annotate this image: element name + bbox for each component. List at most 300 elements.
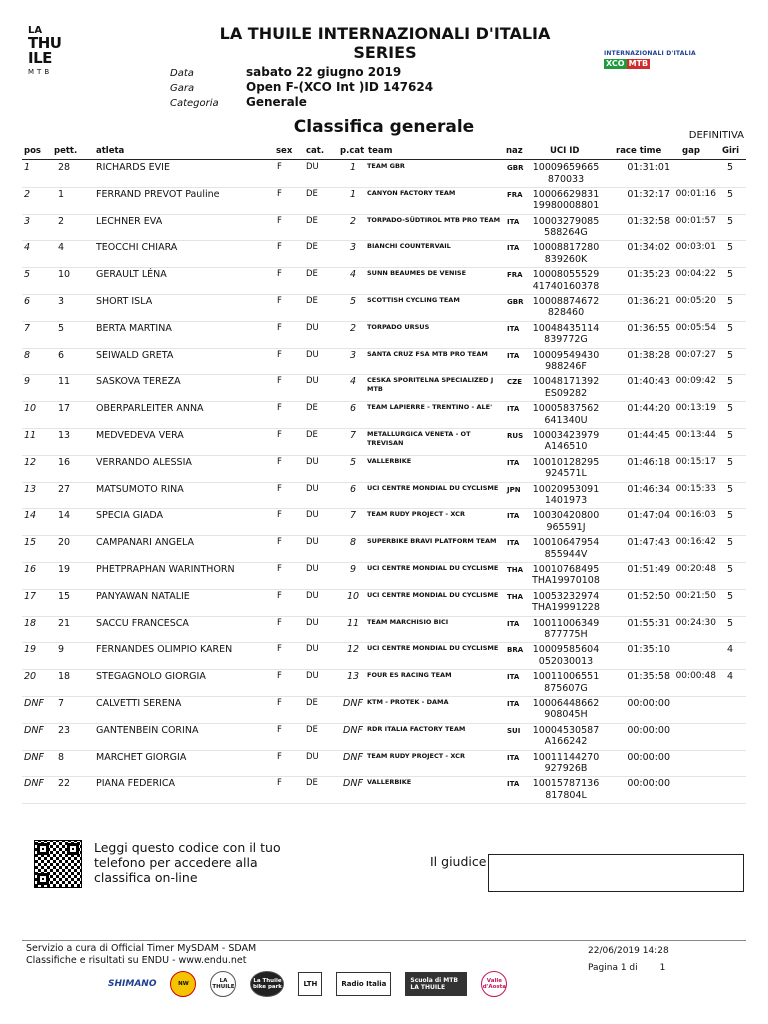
cell-pos: 3 [24, 215, 31, 227]
cell-atleta: CAMPANARI ANGELA [96, 537, 194, 549]
cell-pos: DNF [24, 751, 44, 763]
cell-uci-id: 10053232974 THA19991228 [532, 590, 600, 614]
cell-pcat: 7 [349, 510, 357, 522]
cell-atleta: PIANA FEDERICA [96, 778, 175, 790]
footer-credits [26, 943, 256, 967]
cell-uci-id: 10010128295 924571L [532, 456, 600, 480]
cell-cat: DU [306, 590, 319, 601]
cell-pcat: 8 [349, 537, 357, 549]
cell-race-time: 01:38:28 [627, 349, 670, 361]
cell-giri: 5 [726, 510, 734, 522]
page-label: Pagina 1 di [588, 963, 638, 973]
col-sex: sex [276, 146, 293, 156]
cell-naz: ITA [507, 673, 520, 682]
cell-sex: F [277, 671, 282, 682]
table-row [22, 241, 746, 268]
cell-giri: 5 [726, 322, 734, 334]
print-datetime: 22/06/2019 14:28 [588, 946, 669, 956]
cell-sex: F [277, 510, 282, 521]
table-row [22, 349, 746, 376]
col-atleta: atleta [96, 146, 125, 156]
cell-pett: 7 [58, 697, 65, 709]
cell-pcat: 3 [349, 349, 357, 361]
cell-pcat: DNF [343, 778, 363, 790]
cell-team: METALLURGICA VENETA - OT TREVISAN [367, 429, 471, 447]
meta-key: Data [170, 68, 194, 79]
shimano-logo: SHIMANO [108, 979, 157, 989]
cell-team: TEAM LAPIERRE - TRENTINO - ALE' [367, 403, 493, 412]
cell-uci-id: 10004530587 A166242 [532, 724, 600, 748]
cell-giri: 5 [726, 563, 734, 575]
cell-gap: 00:07:27 [675, 349, 716, 360]
table-row [22, 402, 746, 429]
table-row [22, 590, 746, 617]
cell-team: TEAM RUDY PROJECT - XCR [367, 751, 465, 760]
col-uci: UCI ID [550, 146, 580, 156]
cell-pett: 28 [58, 162, 71, 173]
qr-code [34, 840, 82, 888]
cell-pcat: 12 [346, 644, 360, 656]
results-table [22, 161, 746, 804]
cell-giri: 5 [726, 590, 734, 602]
judge-signature-box [488, 854, 744, 892]
cell-pett: 18 [58, 671, 71, 683]
cell-gap: 00:05:20 [675, 295, 716, 306]
cell-race-time: 00:00:00 [627, 778, 670, 790]
cell-pos: 1 [24, 162, 31, 173]
cell-gap: 00:15:17 [675, 456, 716, 467]
footer-credit-line-2: Classifiche e risultati su ENDU - www.endu.net [26, 955, 247, 966]
cell-atleta: MARCHET GIORGIA [96, 751, 187, 763]
cell-naz: FRA [507, 271, 523, 280]
cell-race-time: 01:32:17 [627, 188, 670, 200]
cell-pos: 9 [24, 376, 31, 388]
cell-team: TEAM RUDY PROJECT - XCR [367, 510, 465, 519]
cell-pett: 14 [58, 510, 71, 522]
cell-pcat: 9 [349, 563, 357, 575]
cell-race-time: 01:36:55 [627, 322, 670, 334]
cell-uci-id: 10006629831 19980008801 [532, 188, 600, 212]
qr-instructions: Leggi questo codice con il tuo telefono per accedere alla classifica on-line [94, 840, 281, 885]
cell-pos: 6 [24, 295, 31, 307]
cell-uci-id: 10009585604 052030013 [532, 644, 600, 667]
status-badge: DEFINITIVA [688, 130, 744, 141]
cell-naz: RUS [507, 431, 524, 440]
cell-uci-id: 10008055529 41740160378 [532, 269, 600, 292]
cell-atleta: RICHARDS EVIE [96, 162, 170, 173]
cell-sex: F [277, 537, 282, 548]
cell-race-time: 01:44:20 [627, 403, 670, 415]
cell-sex: F [277, 751, 282, 762]
table-row [22, 161, 746, 188]
cell-pett: 5 [58, 322, 65, 334]
cell-cat: DE [306, 215, 318, 226]
cell-pcat: 11 [346, 617, 360, 629]
cell-race-time: 01:47:04 [627, 510, 670, 522]
table-row [22, 268, 746, 295]
cell-gap: 00:13:44 [675, 429, 716, 440]
cell-pett: 22 [58, 778, 71, 790]
cell-pett: 8 [58, 751, 65, 763]
cell-sex: F [277, 617, 282, 628]
cell-naz: ITA [507, 619, 520, 628]
cell-pos: DNF [24, 724, 44, 736]
valle-daosta-logo: Valle d'Aosta [481, 971, 507, 997]
cell-naz: ITA [507, 405, 520, 414]
cell-pett: 6 [58, 349, 65, 361]
cell-pcat: 5 [349, 456, 357, 468]
cell-team: SUPERBIKE BRAVI PLATFORM TEAM [367, 537, 497, 546]
cell-race-time: 01:46:18 [627, 456, 670, 468]
cell-atleta: MEDVEDEVA VERA [96, 429, 184, 441]
logo-right-badges [604, 59, 696, 69]
cell-sex: F [277, 429, 282, 440]
cell-pos: 4 [24, 242, 31, 254]
cell-pcat: 1 [349, 162, 357, 173]
cell-naz: SUI [507, 726, 521, 735]
cell-sex: F [277, 269, 282, 280]
cell-pcat: DNF [343, 751, 363, 763]
table-row [22, 375, 746, 402]
cell-giri: 5 [726, 269, 734, 281]
cell-uci-id: 10048171392 ES09282 [532, 376, 600, 399]
cell-pos: 13 [24, 483, 37, 495]
cell-giri: 5 [726, 376, 734, 388]
cell-race-time: 01:44:45 [627, 429, 670, 441]
col-pcat: p.cat [340, 146, 365, 156]
meta-row-gara [170, 80, 433, 95]
cell-race-time: 01:35:23 [627, 269, 670, 281]
cell-cat: DU [306, 376, 319, 387]
cell-uci-id: 10010768495 THA19970108 [532, 563, 600, 587]
cell-team: UCI CENTRE MONDIAL DU CYCLISME [367, 644, 499, 653]
cell-naz: ITA [507, 699, 520, 708]
cell-atleta: SEIWALD GRETA [96, 349, 174, 361]
cell-race-time: 00:00:00 [627, 697, 670, 709]
cell-team: FOUR ES RACING TEAM [367, 671, 452, 680]
cell-atleta: LECHNER EVA [96, 215, 163, 227]
cell-uci-id: 10011006551 875607G [532, 671, 600, 694]
table-row [22, 295, 746, 322]
cell-giri: 5 [726, 429, 734, 441]
cell-pcat: DNF [343, 697, 363, 709]
cell-gap: 00:03:01 [675, 242, 716, 253]
cell-atleta: VERRANDO ALESSIA [96, 456, 192, 468]
cell-giri: 5 [726, 188, 734, 200]
cell-atleta: MATSUMOTO RINA [96, 483, 184, 495]
table-row [22, 563, 746, 590]
cell-giri: 5 [726, 456, 734, 468]
meta-key: Categoria [170, 98, 219, 109]
cell-pett: 9 [58, 644, 65, 656]
cell-team: VALLERBIKE [367, 778, 412, 787]
cell-pett: 20 [58, 537, 71, 549]
cell-naz: ITA [507, 324, 520, 333]
footer-divider [22, 940, 746, 941]
cell-pett: 10 [58, 269, 71, 281]
cell-uci-id: 10008817280 839260K [532, 242, 600, 265]
cell-uci-id: 10006448662 908045H [532, 697, 600, 721]
qr-finder-bottom-left [37, 873, 49, 885]
meta-value: Generale [246, 95, 307, 109]
xco-badge: XCO [606, 59, 625, 68]
table-row [22, 751, 746, 778]
cell-cat: DE [306, 697, 318, 708]
col-gap: gap [682, 146, 700, 156]
cell-giri: 4 [726, 644, 734, 656]
cell-cat: DE [306, 429, 318, 440]
cell-pett: 27 [58, 483, 71, 495]
qr-finder-top-right [67, 843, 79, 855]
cell-atleta: SACCU FRANCESCA [96, 617, 189, 629]
logo-right-title: INTERNAZIONALI D'ITALIA [604, 50, 696, 57]
cell-naz: THA [507, 565, 524, 574]
judge-label: Il giudice [430, 854, 487, 869]
cell-atleta: BERTA MARTINA [96, 322, 172, 334]
cell-pett: 19 [58, 563, 71, 575]
cell-naz: BRA [507, 646, 524, 655]
cell-atleta: TEOCCHI CHIARA [96, 242, 178, 254]
cell-pett: 13 [58, 429, 71, 441]
cell-cat: DU [306, 322, 319, 333]
cell-pcat: 5 [349, 295, 357, 307]
cell-team: UCI CENTRE MONDIAL DU CYCLISME [367, 590, 499, 599]
cell-pos: 10 [24, 403, 37, 415]
cell-cat: DE [306, 403, 318, 414]
cell-gap: 00:24:30 [675, 617, 716, 628]
table-row [22, 670, 746, 697]
cell-atleta: PANYAWAN NATALIE [96, 590, 190, 602]
cell-pcat: 4 [349, 269, 357, 281]
logo-line-1: LA [28, 25, 43, 36]
cell-giri: 5 [726, 162, 734, 173]
cell-uci-id: 10030420800 965591J [532, 510, 600, 533]
cell-race-time: 01:55:31 [627, 617, 670, 629]
cell-team: RDR ITALIA FACTORY TEAM [367, 724, 466, 733]
radio-italia-logo: Radio Italia [336, 972, 391, 996]
cell-race-time: 01:35:58 [627, 671, 670, 683]
cell-naz: THA [507, 592, 524, 601]
title-line-2: SERIES [353, 43, 417, 62]
cell-race-time: 00:00:00 [627, 724, 670, 736]
cell-sex: F [277, 295, 282, 306]
cell-cat: DE [306, 724, 318, 735]
table-row [22, 215, 746, 242]
cell-race-time: 01:36:21 [627, 295, 670, 307]
cell-pos: 19 [24, 644, 37, 656]
col-time: race time [616, 146, 662, 156]
la-thuile-bike-park-logo: La Thuile bike park [250, 971, 284, 997]
internazionali-italia-logo [604, 50, 696, 69]
table-row [22, 724, 746, 751]
sponsor-logos [108, 968, 608, 1000]
cell-gap: 00:00:48 [675, 671, 716, 682]
cell-cat: DU [306, 162, 319, 172]
cell-naz: ITA [507, 753, 520, 762]
cell-cat: DE [306, 188, 318, 199]
cell-sex: F [277, 483, 282, 494]
cell-atleta: FERNANDES OLIMPIO KAREN [96, 644, 233, 656]
cell-atleta: CALVETTI SERENA [96, 697, 182, 709]
cell-uci-id: 10011144270 927926B [532, 751, 600, 775]
cell-atleta: GANTENBEIN CORINA [96, 724, 199, 736]
cell-sex: F [277, 242, 282, 253]
cell-race-time: 01:32:58 [627, 215, 670, 227]
cell-giri: 5 [726, 483, 734, 495]
cell-race-time: 01:34:02 [627, 242, 670, 254]
cell-giri: 5 [726, 242, 734, 254]
cell-sex: F [277, 456, 282, 467]
cell-cat: DE [306, 269, 318, 280]
cell-pett: 23 [58, 724, 71, 736]
cell-sex: F [277, 322, 282, 333]
cell-team: SCOTTISH CYCLING TEAM [367, 295, 460, 304]
la-thuile-crest-logo: LA THUILE [210, 971, 236, 997]
cell-cat: DU [306, 644, 319, 655]
cell-uci-id: 10048435114 839772G [532, 322, 600, 346]
ranking-title: Classifica generale [293, 117, 475, 137]
table-row [22, 429, 746, 456]
cell-gap: 00:21:50 [675, 590, 716, 601]
cell-giri: 5 [726, 537, 734, 549]
title-line-1: LA THUILE INTERNAZIONALI D'ITALIA [219, 24, 551, 43]
cell-atleta: STEGAGNOLO GIORGIA [96, 671, 206, 683]
cell-pos: 12 [24, 456, 37, 468]
cell-team: KTM - PROTEK - DAMA [367, 697, 449, 706]
cell-pcat: 1 [349, 188, 357, 200]
cell-pett: 17 [58, 403, 71, 415]
cell-atleta: SPECIA GIADA [96, 510, 164, 522]
cell-naz: ITA [507, 458, 520, 467]
cell-team: CESKA SPORITELNA SPECIALIZED J MTB [367, 376, 494, 394]
cell-pcat: 6 [349, 483, 357, 495]
table-header [22, 146, 746, 160]
cell-sex: F [277, 697, 282, 708]
table-row [22, 483, 746, 510]
cell-uci-id: 10010647954 855944V [532, 537, 600, 560]
cell-pos: 2 [24, 188, 31, 200]
cell-atleta: GERAULT LÉNA [96, 269, 167, 281]
cell-pcat: 2 [349, 215, 357, 227]
cell-pos: 18 [24, 617, 37, 629]
cell-pett: 21 [58, 617, 71, 629]
cell-naz: CZE [507, 378, 522, 387]
cell-sex: F [277, 376, 282, 387]
table-row [22, 456, 746, 483]
cell-pett: 4 [58, 242, 65, 254]
cell-cat: DU [306, 510, 319, 521]
table-row [22, 536, 746, 563]
cell-cat: DU [306, 456, 319, 467]
cell-pcat: 4 [349, 376, 357, 388]
logo-line-4: MTB [28, 68, 53, 76]
meta-row-categoria [170, 95, 433, 110]
cell-sex: F [277, 778, 282, 789]
cell-gap: 00:01:16 [675, 188, 716, 199]
cell-naz: GBR [507, 297, 524, 306]
cell-race-time: 00:00:00 [627, 751, 670, 763]
cell-pos: 17 [24, 590, 37, 602]
cell-naz: JPN [507, 485, 521, 494]
cell-gap: 00:05:54 [675, 322, 716, 333]
cell-gap: 00:04:22 [675, 269, 716, 280]
cell-pett: 16 [58, 456, 71, 468]
cell-giri: 5 [726, 403, 734, 415]
cell-cat: DU [306, 483, 319, 494]
cell-uci-id: 10003423979 A146510 [532, 429, 600, 453]
cell-uci-id: 10008874672 828460 [532, 295, 600, 319]
cell-naz: ITA [507, 217, 520, 226]
cell-uci-id: 10009659665 870033 [532, 162, 600, 185]
cell-pett: 1 [58, 188, 65, 200]
page-total: 1 [659, 963, 666, 973]
table-row [22, 322, 746, 349]
cell-team: TEAM GBR [367, 162, 405, 170]
footer-credit-line-1: Servizio a cura di Official Timer MySDAM - SDAM [26, 943, 257, 954]
cell-sex: F [277, 349, 282, 360]
cell-pos: 16 [24, 563, 37, 575]
col-giri: Giri [722, 146, 739, 156]
col-cat: cat. [306, 146, 325, 156]
cell-sex: F [277, 188, 282, 199]
cell-sex: F [277, 644, 282, 655]
cell-race-time: 01:47:43 [627, 537, 670, 549]
cell-team: SANTA CRUZ FSA MTB PRO TEAM [367, 349, 488, 358]
col-team: team [368, 146, 393, 156]
cell-race-time: 01:51:49 [627, 563, 670, 575]
cell-naz: ITA [507, 539, 520, 548]
cell-team: TORPADO-SÜDTIROL MTB PRO TEAM [367, 215, 501, 224]
cell-cat: DU [306, 537, 319, 548]
cell-cat: DU [306, 563, 319, 574]
cell-gap: 00:15:33 [675, 483, 716, 494]
cell-atleta: FERRAND PREVOT Pauline [96, 188, 220, 200]
cell-sex: F [277, 403, 282, 414]
cell-gap: 00:20:48 [675, 563, 716, 574]
cell-pcat: 7 [349, 429, 357, 441]
cell-race-time: 01:31:01 [627, 162, 670, 173]
cell-naz: GBR [507, 164, 524, 172]
cell-giri: 5 [726, 215, 734, 227]
cell-cat: DE [306, 778, 318, 789]
cell-atleta: SASKOVA TEREZA [96, 376, 181, 388]
cell-pos: 5 [24, 269, 31, 281]
table-row [22, 188, 746, 215]
scuola-mtb-logo: Scuola di MTB LA THUILE [405, 972, 467, 996]
cell-naz: ITA [507, 351, 520, 360]
cell-team: TORPADO URSUS [367, 322, 430, 331]
cell-cat: DU [306, 671, 319, 682]
cell-giri: 5 [726, 349, 734, 361]
meta-key: Gara [170, 83, 195, 94]
cell-team: UCI CENTRE MONDIAL DU CYCLISME [367, 563, 499, 572]
cell-pett: 15 [58, 590, 71, 602]
cell-pcat: 6 [349, 403, 357, 415]
cell-pcat: 13 [346, 671, 360, 683]
cell-atleta: PHETPRAPHAN WARINTHORN [96, 563, 235, 575]
cell-atleta: SHORT ISLA [96, 295, 153, 307]
cell-team: CANYON FACTORY TEAM [367, 188, 456, 197]
cell-team: TEAM MARCHISIO BICI [367, 617, 449, 626]
col-pett: pett. [54, 146, 78, 156]
cell-race-time: 01:52:50 [627, 590, 670, 602]
cell-sex: F [277, 724, 282, 735]
cell-cat: DU [306, 349, 319, 360]
cell-naz: FRA [507, 190, 523, 199]
cell-pett: 3 [58, 295, 65, 307]
la-thuile-mtb-logo [28, 26, 68, 90]
meta-row-data [170, 65, 433, 80]
